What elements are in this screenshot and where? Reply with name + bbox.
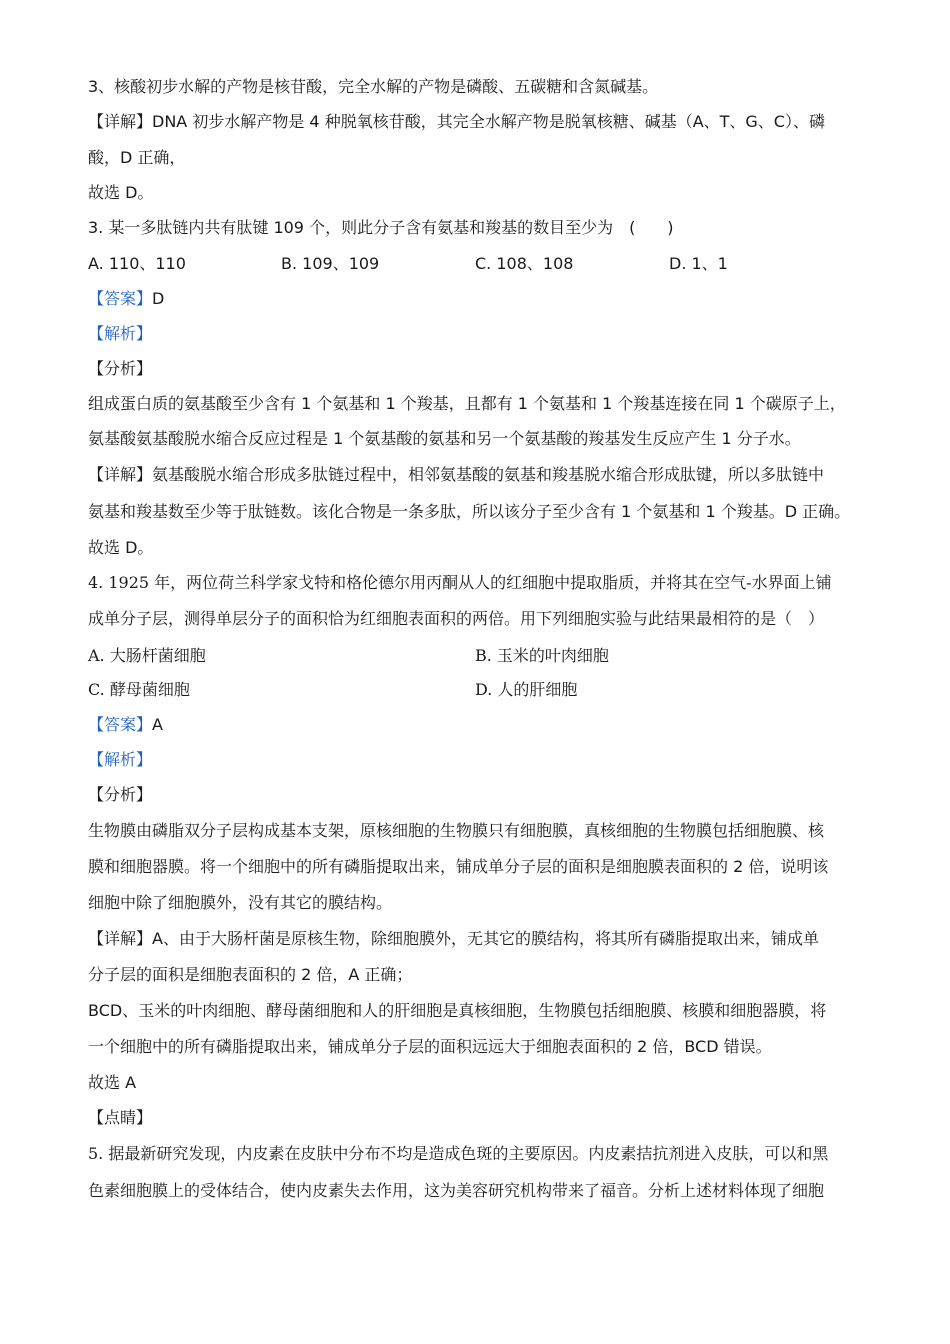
detail-tag: 【详解】 — [88, 112, 153, 131]
q3-option-a: A. 110、110 — [88, 254, 186, 273]
q4-option-b: B. 玉米的叶肉细胞 — [475, 646, 609, 665]
q5-stem-line-2: 色素细胞膜上的受体结合，使内皮素失去作用，这为美容研究机构带来了福音。分析上述材料体现了细胞 — [88, 1181, 825, 1200]
q4-option-d: D. 人的肝细胞 — [475, 680, 578, 699]
q4-detail-text-1: A、由于大肠杆菌是原核生物，除细胞膜外，无其它的膜结构，将其所有磷脂提取出来，铺成单 — [152, 929, 819, 948]
answer-tag: 【答案】 — [88, 715, 153, 734]
q3-analysis-tag: 【解析】 — [88, 324, 153, 343]
q4-detail-line-3: BCD、玉米的叶肉细胞、酵母菌细胞和人的肝细胞是真核细胞，生物膜包括细胞膜、核膜和细胞器膜，将 — [88, 1001, 827, 1020]
q3-stem: 3. 某一多肽链内共有肽键 109 个，则此分子含有氨基和羧基的数目至少为 ( ) — [88, 218, 674, 237]
q2-choose: 故选 D。 — [88, 183, 154, 202]
q4-answer — [88, 715, 878, 735]
q3-answer — [88, 289, 878, 309]
q3-option-c: C. 108、108 — [475, 254, 574, 273]
q3-fenxi-tag: 【分析】 — [88, 359, 153, 378]
q4-stem-line-2: 成单分子层，测得单层分子的面积恰为红细胞表面积的两倍。用下列细胞实验与此结果最相符的是（ ） — [88, 609, 825, 628]
q2-detail-line-2: 酸，D 正确， — [88, 148, 186, 167]
q4-choose: 故选 A — [88, 1073, 137, 1092]
q4-stem-line-1: 4. 1925 年，两位荷兰科学家戈特和格伦德尔用丙酮从人的红细胞中提取脂质，并将其在空气-水界面上铺 — [88, 573, 832, 592]
q4-detail-line-4: 一个细胞中的所有磷脂提取出来，铺成单分子层的面积远远大于细胞表面积的 2 倍，BCD 错误。 — [88, 1037, 772, 1056]
q4-fenxi-tag: 【分析】 — [88, 785, 153, 804]
q2-detail-text-1: DNA 初步水解产物是 4 种脱氧核苷酸，其完全水解产物是脱氧核糖、碱基（A、T、G、C）、磷 — [152, 112, 825, 131]
q5-stem-line-1: 5. 据最新研究发现，内皮素在皮肤中分布不均是造成色斑的主要原因。内皮素拮抗剂进入皮肤，可以和黑 — [88, 1144, 829, 1163]
detail-tag: 【详解】 — [88, 929, 153, 948]
q4-detail-line-2: 分子层的面积是细胞表面积的 2 倍，A 正确； — [88, 965, 413, 984]
q3-fenxi-line-2: 氨基酸氨基酸脱水缩合反应过程是 1 个氨基酸的氨基和另一个氨基酸的羧基发生反应产生 1 分子水。 — [88, 429, 801, 448]
knowledge-point-3: 3、核酸初步水解的产物是核苷酸，完全水解的产物是磷酸、五碳糖和含氮碱基。 — [88, 77, 659, 96]
q4-fenxi-line-1: 生物膜由磷脂双分子层构成基本支架，原核细胞的生物膜只有细胞膜，真核细胞的生物膜包括细胞膜、核 — [88, 821, 825, 840]
q3-option-b: B. 109、109 — [281, 254, 380, 273]
q3-choose: 故选 D。 — [88, 538, 154, 557]
q4-analysis-tag: 【解析】 — [88, 750, 153, 769]
detail-tag: 【详解】 — [88, 465, 153, 484]
q3-detail-text-1: 氨基酸脱水缩合形成多肽链过程中，相邻氨基酸的氨基和羧基脱水缩合形成肽键，所以多肽链中 — [152, 465, 825, 484]
q3-detail-line-2: 氨基和羧基数至少等于肽链数。该化合物是一条多肽，所以该分子至少含有 1 个氨基和 1 个羧基。D 正确。 — [88, 502, 851, 521]
q4-option-c: C. 酵母菌细胞 — [88, 680, 190, 699]
q3-detail-line-1 — [88, 465, 878, 485]
answer-tag: 【答案】 — [88, 289, 153, 308]
q4-fenxi-line-3: 细胞中除了细胞膜外，没有其它的膜结构。 — [88, 893, 393, 912]
q2-detail-line-1 — [88, 112, 878, 132]
q3-fenxi-line-1: 组成蛋白质的氨基酸至少含有 1 个氨基和 1 个羧基，且都有 1 个氨基和 1 个羧基连接在同 1 个碳原子上， — [88, 394, 846, 413]
q4-fenxi-line-2: 膜和细胞器膜。将一个细胞中的所有磷脂提取出来，铺成单分子层的面积是细胞膜表面积的 2 倍，说明该 — [88, 857, 829, 876]
q3-answer-value: D — [152, 289, 165, 308]
q3-option-d: D. 1、1 — [669, 254, 728, 273]
q4-answer-value: A — [152, 715, 163, 734]
q4-dianjing-tag: 【点睛】 — [88, 1108, 153, 1127]
q4-detail-line-1 — [88, 929, 878, 949]
q4-option-a: A. 大肠杆菌细胞 — [88, 646, 206, 665]
